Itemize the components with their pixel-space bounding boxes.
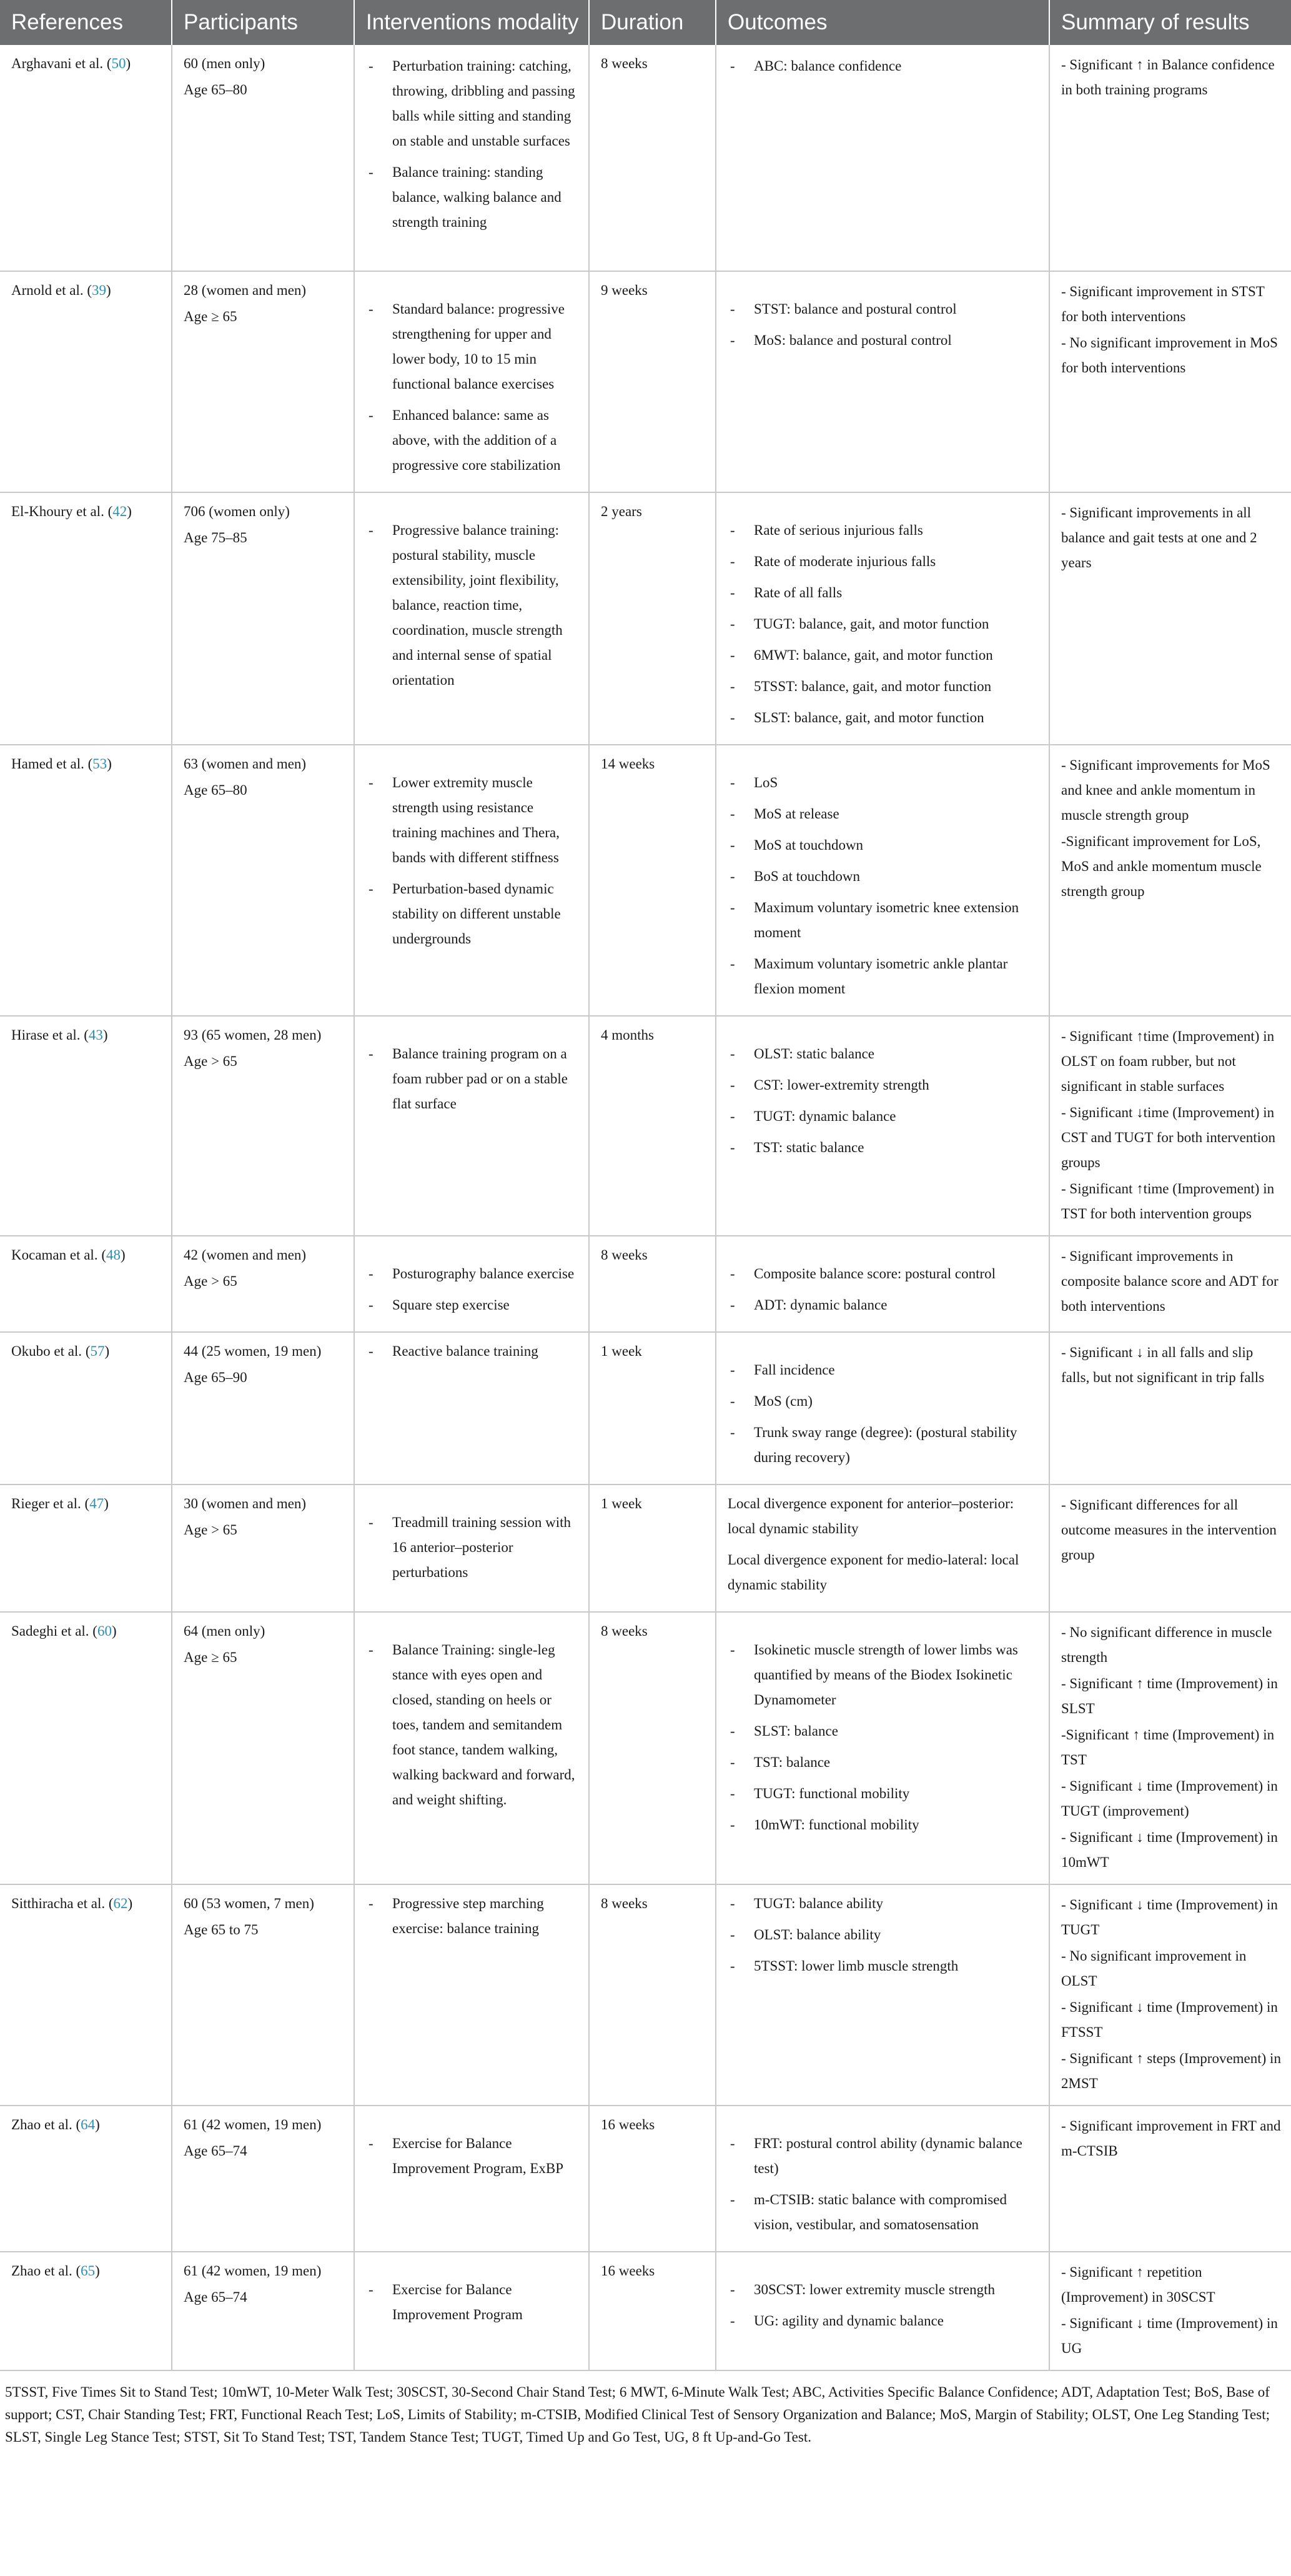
- intervention-item: - Exercise for Balance Improvement Program: [366, 2277, 578, 2327]
- reference-author: Okubo et al.: [11, 1343, 82, 1359]
- table-row: [0, 1884, 1291, 2106]
- outcome-item: - 30SCST: lower extremity muscle strength: [728, 2277, 1039, 2302]
- cell-duration: 16 weeks: [589, 2106, 716, 2252]
- cell-duration: 1 week: [589, 1484, 716, 1612]
- intervention-item: - Lower extremity muscle strength using resistance training machines and Thera, bands with different stiffness: [366, 770, 578, 870]
- cell-summary: [1049, 1332, 1291, 1484]
- cell-outcomes: [716, 2106, 1049, 2252]
- summary-line: - Significant ↑ repetition (Improvement) in 30SCST: [1061, 2264, 1215, 2305]
- summary-line: - Significant ↓ time (Improvement) in TUGT (improvement): [1061, 1778, 1278, 1819]
- outcomes-list: [728, 297, 1039, 353]
- cell-interventions: [354, 745, 589, 1016]
- intervention-item: - Square step exercise: [366, 1293, 578, 1318]
- table-row: [0, 2252, 1291, 2370]
- cell-reference: Rieger et al. (47): [0, 1484, 172, 1612]
- table-row: [0, 1484, 1291, 1612]
- outcomes-list: [728, 770, 1039, 1002]
- cell-outcomes: [716, 745, 1049, 1016]
- outcome-item: - Isokinetic muscle strength of lower limbs was quantified by means of the Biodex Isokinetic Dynamometer: [728, 1638, 1039, 1713]
- summary-line: - Significant improvements in composite balance score and ADT for both interventions: [1061, 1248, 1279, 1314]
- outcomes-list: [728, 1891, 1039, 1979]
- cell-interventions: [354, 1612, 589, 1884]
- outcome-item: - MoS (cm): [728, 1389, 1039, 1414]
- participants-line: 63 (women and men): [184, 756, 307, 772]
- citation-link[interactable]: 62: [113, 1896, 128, 1911]
- summary-line: - Significant improvements in all balance and gait tests at one and 2 years: [1061, 505, 1257, 570]
- cell-outcomes: [716, 271, 1049, 492]
- cell-summary: [1049, 1884, 1291, 2106]
- cell-summary: [1049, 271, 1291, 492]
- reference-author: Rieger et al.: [11, 1496, 81, 1511]
- participants-line: Age 65–80: [184, 82, 247, 97]
- outcome-item: - ABC: balance confidence: [728, 54, 1039, 79]
- reference-author: Kocaman et al.: [11, 1247, 98, 1263]
- interventions-list: [366, 1510, 578, 1585]
- cell-participants: [172, 1332, 354, 1484]
- header-row: [0, 0, 1291, 45]
- intervention-item: - Balance training: standing balance, walking balance and strength training: [366, 160, 578, 235]
- outcome-item: - TST: static balance: [728, 1135, 1039, 1160]
- outcome-item: - BoS at touchdown: [728, 864, 1039, 889]
- outcome-item: - OLST: static balance: [728, 1042, 1039, 1067]
- cell-duration: 9 weeks: [589, 271, 716, 492]
- participants-line: 60 (53 women, 7 men): [184, 1896, 314, 1911]
- header-summary: Summary of results: [1049, 0, 1291, 45]
- table-row: [0, 1236, 1291, 1332]
- outcome-item: - TUGT: functional mobility: [728, 1781, 1039, 1806]
- summary-line: - Significant improvement in FRT and m-CTSIB: [1061, 2118, 1281, 2159]
- participants-line: 64 (men only): [184, 1623, 265, 1639]
- cell-reference: Kocaman et al. (48): [0, 1236, 172, 1332]
- outcome-item: - UG: agility and dynamic balance: [728, 2309, 1039, 2334]
- participants-line: 60 (men only): [184, 56, 265, 71]
- table-row: [0, 45, 1291, 271]
- summary-line: - Significant ↓ time (Improvement) in 10mWT: [1061, 1829, 1278, 1870]
- outcome-item: - SLST: balance, gait, and motor function: [728, 705, 1039, 730]
- cell-summary: [1049, 492, 1291, 745]
- outcome-item: - TUGT: balance ability: [728, 1891, 1039, 1916]
- outcome-item: - FRT: postural control ability (dynamic balance test): [728, 2131, 1039, 2181]
- cell-reference: Arghavani et al. (50): [0, 45, 172, 271]
- cell-summary: [1049, 2252, 1291, 2370]
- reference-author: El-Khoury et al.: [11, 504, 104, 519]
- table-row: [0, 2106, 1291, 2252]
- table-row: [0, 1332, 1291, 1484]
- summary-line: - No significant improvement in MoS for both interventions: [1061, 335, 1278, 375]
- participants-line: 42 (women and men): [184, 1247, 307, 1263]
- cell-outcomes: [716, 492, 1049, 745]
- reference-author: Zhao et al.: [11, 2263, 72, 2279]
- reference-author: Sadeghi et al.: [11, 1623, 89, 1639]
- outcomes-list: [728, 54, 1039, 79]
- interventions-list: [366, 2277, 578, 2327]
- interventions-list: [366, 54, 578, 235]
- outcomes-list: [728, 1358, 1039, 1470]
- intervention-item: - Enhanced balance: same as above, with the addition of a progressive core stabilization: [366, 403, 578, 478]
- summary-line: - Significant ↑time (Improvement) in OLST on foam rubber, but not significant in stable surfaces: [1061, 1028, 1275, 1094]
- outcomes-list: [728, 1261, 1039, 1318]
- participants-line: Age 65–74: [184, 2289, 247, 2305]
- summary-line: - Significant improvements for MoS and knee and ankle momentum in muscle strength group: [1061, 757, 1270, 823]
- cell-duration: 8 weeks: [589, 1236, 716, 1332]
- participants-line: 93 (65 women, 28 men): [184, 1027, 322, 1043]
- summary-line: - Significant ↑time (Improvement) in TST for both intervention groups: [1061, 1181, 1275, 1221]
- cell-reference: El-Khoury et al. (42): [0, 492, 172, 745]
- summary-line: -Significant ↑ time (Improvement) in TST: [1061, 1727, 1275, 1768]
- cell-participants: [172, 1016, 354, 1236]
- outcomes-list: [728, 2277, 1039, 2334]
- intervention-item: - Progressive step marching exercise: balance training: [366, 1891, 578, 1941]
- cell-duration: 1 week: [589, 1332, 716, 1484]
- outcome-item: - 10mWT: functional mobility: [728, 1813, 1039, 1838]
- participants-line: Age > 65: [184, 1273, 237, 1289]
- outcome-item: - STST: balance and postural control: [728, 297, 1039, 322]
- outcome-item: - Composite balance score: postural control: [728, 1261, 1039, 1286]
- table-row: [0, 1016, 1291, 1236]
- table-body: [0, 45, 1291, 2370]
- interventions-list: [366, 297, 578, 478]
- outcome-line: Local divergence exponent for anterior–posterior: local dynamic stability: [728, 1496, 1014, 1536]
- cell-duration: 8 weeks: [589, 45, 716, 271]
- header-duration: Duration: [589, 0, 716, 45]
- interventions-list: [366, 1339, 578, 1364]
- outcome-item: - TST: balance: [728, 1750, 1039, 1775]
- participants-line: 706 (women only): [184, 504, 290, 519]
- participants-line: 61 (42 women, 19 men): [184, 2263, 322, 2279]
- cell-outcomes: [716, 1484, 1049, 1612]
- cell-participants: [172, 1612, 354, 1884]
- reference-author: Arnold et al.: [11, 282, 84, 298]
- interventions-list: [366, 1261, 578, 1318]
- cell-interventions: [354, 1484, 589, 1612]
- cell-outcomes: [716, 1236, 1049, 1332]
- citation-link[interactable]: 48: [106, 1247, 121, 1263]
- summary-line: - Significant ↓ time (Improvement) in FTSST: [1061, 1999, 1278, 2040]
- table-header: [0, 0, 1291, 45]
- table-footnote: 5TSST, Five Times Sit to Stand Test; 10mWT, 10-Meter Walk Test; 30SCST, 30-Second Chair Stand Test; 6 MWT, 6-Minute Walk Test; ABC, Activities Specific Balance Confidence; ADT, Adaptation Test; BoS, Base of support; CST, Chair Standing Test; FRT, Functional Reach Test; LoS, Limits of Stability; m-CTSIB, Modified Clinical Test of Sensory Organization and Balance; MoS, Margin of Stability; OLST, One Leg Standing Test; SLST, Single Leg Stance Test; STST, Sit To Stand Test; TST, Tandem Stance Test; TUGT, Timed Up and Go Test, UG, 8 ft Up-and-Go Test.: [5, 2384, 1270, 2445]
- cell-outcomes: [716, 1332, 1049, 1484]
- header-participants: Participants: [172, 0, 354, 45]
- cell-summary: [1049, 1236, 1291, 1332]
- outcomes-list: [728, 518, 1039, 730]
- cell-interventions: [354, 2106, 589, 2252]
- cell-participants: [172, 1236, 354, 1332]
- reference-author: Arghavani et al.: [11, 56, 104, 71]
- interventions-list: [366, 1638, 578, 1813]
- cell-participants: [172, 45, 354, 271]
- cell-duration: 8 weeks: [589, 1884, 716, 2106]
- intervention-item: - Balance Training: single-leg stance with eyes open and closed, standing on heels or toes, tandem and semitandem foot stance, tandem walking, walking backward and forward, and weight shifting.: [366, 1638, 578, 1813]
- outcome-item: - OLST: balance ability: [728, 1922, 1039, 1947]
- cell-duration: 8 weeks: [589, 1612, 716, 1884]
- header-outcomes: Outcomes: [716, 0, 1049, 45]
- intervention-item: - Perturbation training: catching, throwing, dribbling and passing balls while sitting and standing on stable and unstable surfaces: [366, 54, 578, 154]
- table-row: [0, 492, 1291, 745]
- cell-summary: [1049, 1612, 1291, 1884]
- summary-line: - Significant ↑ time (Improvement) in SLST: [1061, 1676, 1278, 1716]
- cell-participants: [172, 1484, 354, 1612]
- intervention-item: - Perturbation-based dynamic stability on different unstable undergrounds: [366, 877, 578, 952]
- outcomes-list: [728, 1638, 1039, 1838]
- cell-outcomes: [716, 45, 1049, 271]
- cell-participants: [172, 271, 354, 492]
- table-row: [0, 271, 1291, 492]
- interventions-list: [366, 770, 578, 952]
- outcome-item: - Rate of serious injurious falls: [728, 518, 1039, 543]
- participants-line: 28 (women and men): [184, 282, 307, 298]
- cell-reference: Okubo et al. (57): [0, 1332, 172, 1484]
- citation-link[interactable]: 64: [81, 2117, 96, 2132]
- cell-duration: 14 weeks: [589, 745, 716, 1016]
- outcomes-list: [728, 2131, 1039, 2237]
- cell-participants: [172, 2252, 354, 2370]
- participants-line: Age > 65: [184, 1053, 237, 1069]
- citation-link[interactable]: 53: [92, 756, 107, 772]
- participants-line: Age > 65: [184, 1522, 237, 1538]
- citation-link[interactable]: 47: [89, 1496, 104, 1511]
- outcome-line: Local divergence exponent for medio-lateral: local dynamic stability: [728, 1552, 1019, 1593]
- outcome-item: - Maximum voluntary isometric ankle plantar flexion moment: [728, 952, 1039, 1002]
- reference-author: Hirase et al.: [11, 1027, 81, 1043]
- cell-participants: [172, 492, 354, 745]
- outcome-item: - LoS: [728, 770, 1039, 795]
- outcome-item: - m-CTSIB: static balance with compromised vision, vestibular, and somatosensation: [728, 2187, 1039, 2237]
- intervention-item: - Exercise for Balance Improvement Program, ExBP: [366, 2131, 578, 2181]
- outcome-item: - 6MWT: balance, gait, and motor function: [728, 643, 1039, 668]
- participants-line: 44 (25 women, 19 men): [184, 1343, 322, 1359]
- outcome-item: - Fall incidence: [728, 1358, 1039, 1383]
- outcome-item: - 5TSST: lower limb muscle strength: [728, 1954, 1039, 1979]
- cell-interventions: [354, 1332, 589, 1484]
- outcome-item: - ADT: dynamic balance: [728, 1293, 1039, 1318]
- interventions-list: [366, 518, 578, 693]
- summary-line: - Significant differences for all outcome measures in the intervention group: [1061, 1497, 1277, 1563]
- citation-link[interactable]: 42: [112, 504, 127, 519]
- reference-author: Zhao et al.: [11, 2117, 72, 2132]
- citation-link[interactable]: 43: [88, 1027, 103, 1043]
- cell-interventions: [354, 45, 589, 271]
- participants-line: Age 65–74: [184, 2143, 247, 2159]
- cell-interventions: [354, 492, 589, 745]
- citation-link[interactable]: 65: [81, 2263, 96, 2279]
- cell-reference: Zhao et al. (64): [0, 2106, 172, 2252]
- summary-line: - Significant ↑ in Balance confidence in both training programs: [1061, 57, 1275, 97]
- summary-line: - Significant ↓time (Improvement) in CST and TUGT for both intervention groups: [1061, 1105, 1276, 1170]
- summary-line: - Significant ↓ in all falls and slip falls, but not significant in trip falls: [1061, 1345, 1265, 1385]
- citation-link[interactable]: 50: [111, 56, 126, 71]
- intervention-item: - Treadmill training session with 16 anterior–posterior perturbations: [366, 1510, 578, 1585]
- cell-interventions: [354, 1884, 589, 2106]
- cell-interventions: [354, 1236, 589, 1332]
- reference-author: Sitthiracha et al.: [11, 1896, 106, 1911]
- cell-outcomes: [716, 1612, 1049, 1884]
- cell-outcomes: [716, 2252, 1049, 2370]
- header-references: References: [0, 0, 172, 45]
- outcome-item: - Rate of moderate injurious falls: [728, 549, 1039, 574]
- cell-reference: Arnold et al. (39): [0, 271, 172, 492]
- cell-summary: [1049, 2106, 1291, 2252]
- table-row: [0, 745, 1291, 1016]
- citation-link[interactable]: 57: [90, 1343, 105, 1359]
- summary-line: - Significant ↓ time (Improvement) in UG: [1061, 2315, 1278, 2356]
- participants-line: Age ≥ 65: [184, 309, 237, 324]
- cell-reference: Hirase et al. (43): [0, 1016, 172, 1236]
- outcome-item: - Maximum voluntary isometric knee extension moment: [728, 895, 1039, 945]
- cell-interventions: [354, 271, 589, 492]
- summary-line: - Significant ↓ time (Improvement) in TUGT: [1061, 1897, 1278, 1937]
- intervention-item: - Posturography balance exercise: [366, 1261, 578, 1286]
- outcome-item: - MoS at touchdown: [728, 833, 1039, 858]
- summary-line: -Significant improvement for LoS, MoS and ankle momentum muscle strength group: [1061, 833, 1262, 899]
- participants-line: Age 75–85: [184, 530, 247, 545]
- cell-interventions: [354, 2252, 589, 2370]
- cell-reference: Sitthiracha et al. (62): [0, 1884, 172, 2106]
- cell-interventions: [354, 1016, 589, 1236]
- cell-participants: [172, 745, 354, 1016]
- outcome-item: - MoS at release: [728, 802, 1039, 827]
- outcomes-list: [728, 1042, 1039, 1160]
- cell-duration: 4 months: [589, 1016, 716, 1236]
- cell-participants: [172, 2106, 354, 2252]
- table-row: [0, 1612, 1291, 1884]
- reference-author: Hamed et al.: [11, 756, 84, 772]
- cell-reference: Zhao et al. (65): [0, 2252, 172, 2370]
- intervention-item: - Balance training program on a foam rubber pad or on a stable flat surface: [366, 1042, 578, 1116]
- interventions-list: [366, 1042, 578, 1116]
- cell-outcomes: [716, 1016, 1049, 1236]
- citation-link[interactable]: 60: [97, 1623, 112, 1639]
- participants-line: Age 65–90: [184, 1370, 247, 1385]
- summary-line: - Significant ↑ steps (Improvement) in 2MST: [1061, 2051, 1281, 2091]
- summary-line: - Significant improvement in STST for both interventions: [1061, 284, 1265, 324]
- cell-summary: [1049, 1016, 1291, 1236]
- outcome-item: - TUGT: balance, gait, and motor function: [728, 612, 1039, 637]
- outcome-item: - SLST: balance: [728, 1719, 1039, 1744]
- cell-duration: 2 years: [589, 492, 716, 745]
- outcome-item: - 5TSST: balance, gait, and motor function: [728, 674, 1039, 699]
- outcome-item: - MoS: balance and postural control: [728, 328, 1039, 353]
- outcome-item: - Trunk sway range (degree): (postural stability during recovery): [728, 1420, 1039, 1470]
- interventions-list: [366, 2131, 578, 2181]
- participants-line: Age ≥ 65: [184, 1649, 237, 1665]
- participants-line: 30 (women and men): [184, 1496, 307, 1511]
- cell-summary: [1049, 45, 1291, 271]
- citation-link[interactable]: 39: [92, 282, 107, 298]
- cell-reference: Sadeghi et al. (60): [0, 1612, 172, 1884]
- summary-line: - No significant improvement in OLST: [1061, 1948, 1247, 1989]
- intervention-item: - Progressive balance training: postural stability, muscle extensibility, joint flexibility, balance, reaction time, coordination, muscle strength and internal sense of spatial orientation: [366, 518, 578, 693]
- cell-summary: [1049, 1484, 1291, 1612]
- interventions-list: [366, 1891, 578, 1941]
- cell-participants: [172, 1884, 354, 2106]
- cell-reference: Hamed et al. (53): [0, 745, 172, 1016]
- participants-line: Age 65 to 75: [184, 1922, 259, 1937]
- summary-line: - No significant difference in muscle strength: [1061, 1624, 1272, 1665]
- outcome-item: - CST: lower-extremity strength: [728, 1073, 1039, 1098]
- participants-line: Age 65–80: [184, 782, 247, 798]
- outcome-item: - Rate of all falls: [728, 580, 1039, 605]
- participants-line: 61 (42 women, 19 men): [184, 2117, 322, 2132]
- header-interventions: Interventions modality: [354, 0, 589, 45]
- outcome-item: - TUGT: dynamic balance: [728, 1104, 1039, 1129]
- cell-summary: [1049, 745, 1291, 1016]
- intervention-item: - Standard balance: progressive strengthening for upper and lower body, 10 to 15 min functional balance exercises: [366, 297, 578, 397]
- cell-duration: 16 weeks: [589, 2252, 716, 2370]
- intervention-item: - Reactive balance training: [366, 1339, 578, 1364]
- cell-outcomes: [716, 1884, 1049, 2106]
